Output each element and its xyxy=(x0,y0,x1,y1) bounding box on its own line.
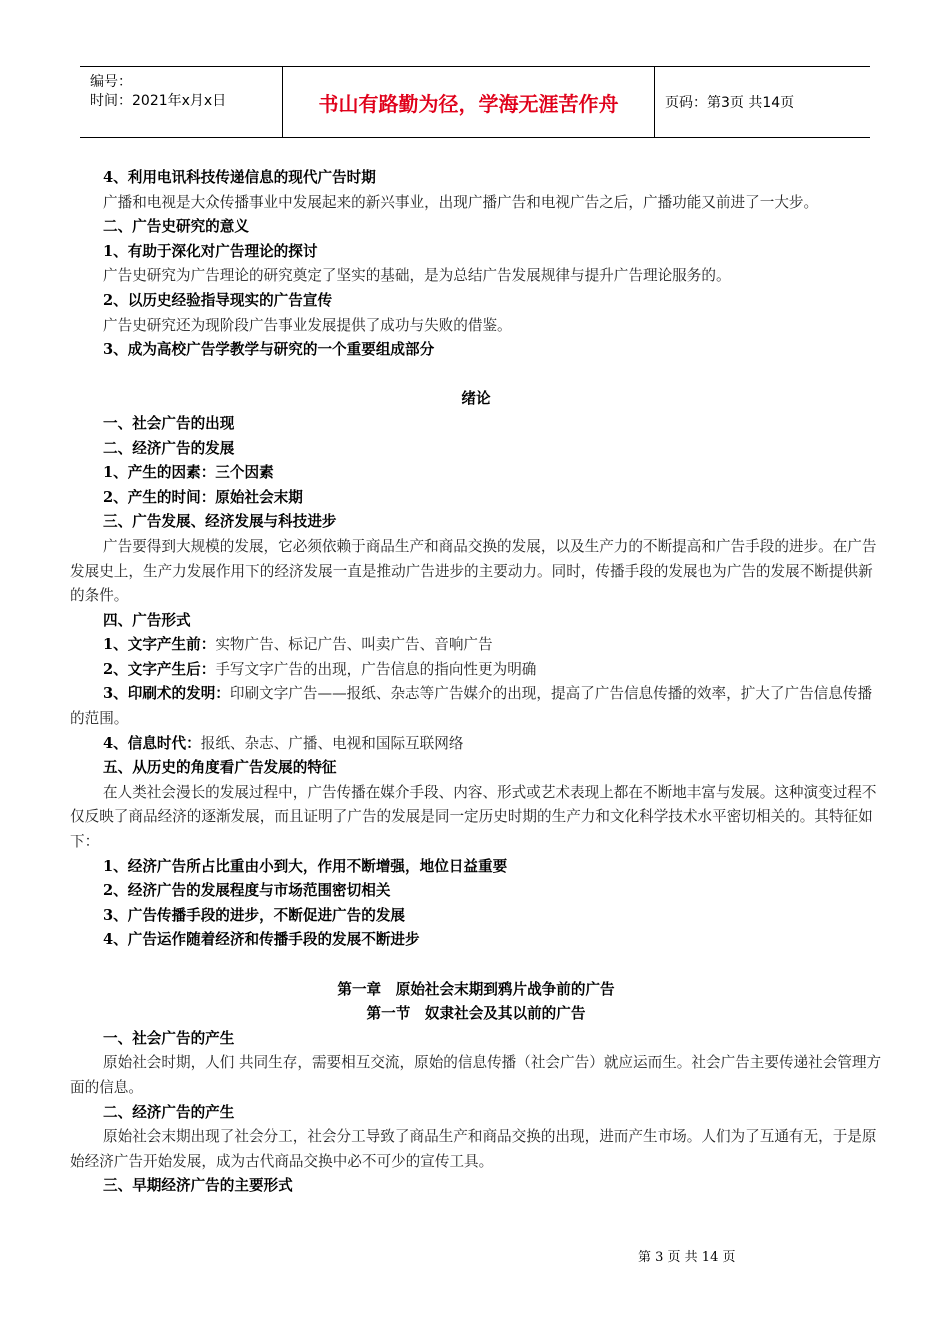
heading: 三、广告发展、经济发展与科技进步 xyxy=(103,513,337,531)
item-label: 1、文字产生前： xyxy=(103,636,216,654)
heading: 五、从历史的角度看广告发展的特征 xyxy=(103,759,337,777)
heading: 一、社会广告的产生 xyxy=(103,1029,235,1047)
item-text: 印刷文字广告——报纸、杂志等广告媒介的出现，提高了广告信息传播的效率，扩大了广告信息传播的范围。 xyxy=(70,685,873,728)
paragraph: 在人类社会漫长的发展过程中，广告传播在媒介手段、内容、形式或艺术表现上都在不断地丰富与发展。这种演变过程不仅反映了商品经济的逐渐发展，而且证明了广告的发展是同一定历史时期的生产力和文化科学技术水平密切相关的。其特征如下： xyxy=(70,783,877,851)
section-title: 第一节 奴隶社会及其以前的广告 xyxy=(366,1005,586,1023)
item-text: 报纸、杂志、广播、电视和国际互联网络 xyxy=(200,734,464,752)
item-text: 实物广告、标记广告、叫卖广告、音响广告 xyxy=(215,636,493,654)
page-footer: 第 3 页 共 14 页 xyxy=(638,1250,736,1265)
paragraph: 广播和电视是大众传播事业中发展起来的新兴事业，出现广播广告和电视广告之后，广播功能又前进了一大步。 xyxy=(103,193,819,211)
chapter-title: 第一章 原始社会末期到鸦片战争前的广告 xyxy=(337,980,615,998)
section-title: 绪论 xyxy=(461,390,491,408)
heading: 2、产生的时间：原始社会末期 xyxy=(103,488,303,506)
list-item xyxy=(70,682,882,731)
header-meta xyxy=(80,67,283,137)
heading: 3、广告传播手段的进步，不断促进广告的发展 xyxy=(103,906,406,924)
time-label: 时间：2021年x月x日 xyxy=(90,93,227,109)
heading: 2、经济广告的发展程度与市场范围密切相关 xyxy=(103,882,391,900)
list-item xyxy=(70,633,882,658)
heading: 一、社会广告的出现 xyxy=(103,414,235,432)
heading: 3、成为高校广告学教学与研究的一个重要组成部分 xyxy=(103,341,435,359)
paragraph: 原始社会时期，人们 共同生存，需要相互交流，原始的信息传播（社会广告）就应运而生。社会广告主要传递社会管理方面的信息。 xyxy=(70,1054,882,1096)
heading: 三、早期经济广告的主要形式 xyxy=(103,1177,293,1195)
item-label: 4、信息时代： xyxy=(103,734,201,752)
heading: 1、经济广告所占比重由小到大，作用不断增强，地位日益重要 xyxy=(103,857,508,875)
heading: 四、广告形式 xyxy=(103,611,191,629)
item-label: 2、文字产生后： xyxy=(103,660,216,678)
header-motto: 书山有路勤为径，学海无涯苦作舟 xyxy=(283,67,655,137)
item-label: 3、印刷术的发明： xyxy=(103,685,230,703)
paragraph: 广告要得到大规模的发展，它必须依赖于商品生产和商品交换的发展，以及生产力的不断提高和广告手段的进步。在广告发展史上，生产力发展作用下的经济发展一直是推动广告进步的主要动力。同时，传播手段的发展也为广告的发展不断提供新的条件。 xyxy=(70,537,877,605)
paragraph: 广告史研究为广告理论的研究奠定了坚实的基础，是为总结广告发展规律与提升广告理论服务的。 xyxy=(103,267,731,285)
list-item xyxy=(70,732,882,757)
heading: 二、经济广告的发展 xyxy=(103,439,235,457)
heading: 2、以历史经验指导现实的广告宣传 xyxy=(103,291,333,309)
list-item xyxy=(70,658,882,683)
heading: 4、利用电讯科技传递信息的现代广告时期 xyxy=(103,169,376,186)
heading: 1、产生的因素：三个因素 xyxy=(103,464,274,482)
heading: 二、经济广告的产生 xyxy=(103,1103,235,1121)
paragraph: 广告史研究还为现阶段广告事业发展提供了成功与失败的借鉴。 xyxy=(103,316,512,334)
page-header xyxy=(80,66,870,138)
item-text: 手写文字广告的出现，广告信息的指向性更为明确 xyxy=(215,660,537,678)
heading: 1、有助于深化对广告理论的探讨 xyxy=(103,242,318,260)
document-body xyxy=(70,166,882,1199)
heading: 4、广告运作随着经济和传播手段的发展不断进步 xyxy=(103,931,420,949)
heading: 二、广告史研究的意义 xyxy=(103,218,249,236)
header-page-label: 页码：第3页 共14页 xyxy=(665,95,795,111)
number-label: 编号： xyxy=(90,74,132,90)
paragraph: 原始社会末期出现了社会分工，社会分工导致了商品生产和商品交换的出现，进而产生市场。人们为了互通有无，于是原始经济广告开始发展，成为古代商品交换中必不可少的宣传工具。 xyxy=(70,1128,877,1170)
